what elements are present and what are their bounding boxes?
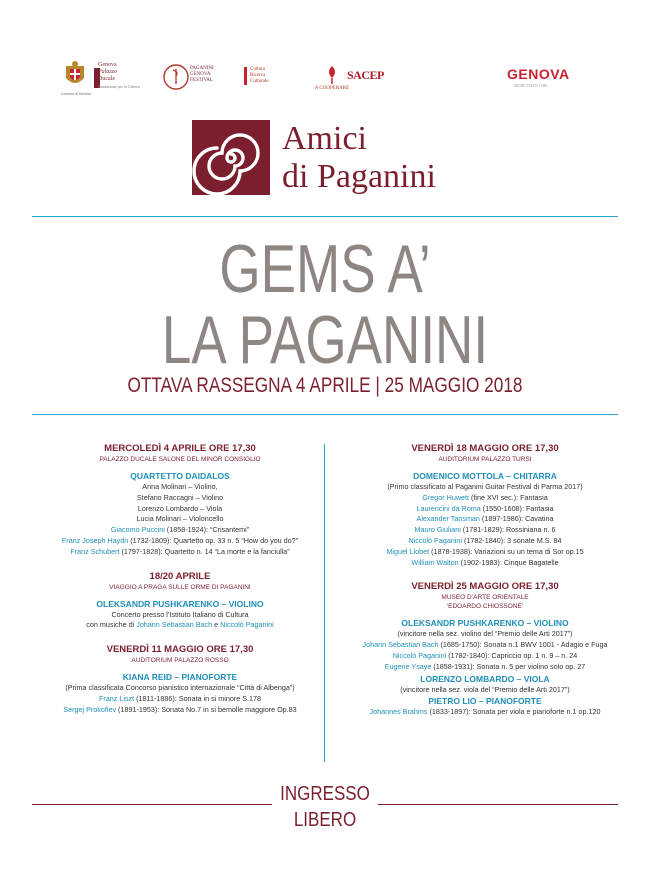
composer: Miguel Llobet [386,546,430,556]
left-column [40,442,320,716]
piece: (1811-1886): Sonata in si minore S.178 [134,693,262,703]
composer: Giacomo Puccini [110,525,165,535]
composer: William Walton [411,557,459,567]
title-line1: GEMS A’ [219,231,431,307]
title-line2: LA PAGANINI [161,302,489,378]
right-column [345,442,625,718]
event-venue: VIAGGIO A PRAGA SULLE ORME DI PAGANINI [109,583,251,591]
spiral-icon [192,120,270,195]
program-line: Stefano Raccagni – Violino [136,492,224,502]
event-venue: MUSEO D’ARTE ORIENTALE [441,594,529,602]
event-venue: PALAZZO DUCALE SALONE DEL MINOR CONSIGLIO [99,456,261,463]
paganini-festival-text: PAGANINI GENOVA FESTIVAL [190,66,214,83]
palazzo-ducale-text: Genova Palazzo Ducale Fondazione per la Cultura [98,62,140,89]
program-line [345,536,625,547]
piece: (1781-1829): Rossiniana n. 6 [460,525,556,535]
divider-mid [32,414,618,415]
composer: Gregor Huwett [422,492,470,502]
piece: (1833-1897): Sonata per viola e pianoforte n.1 op.120 [427,707,601,717]
composer: Johannes Brahms [369,707,428,717]
program-line: Concerto presso l’Istituto Italiano di Cultura [111,609,249,619]
composer: Franz Schubert [70,546,120,556]
program-line [345,504,625,515]
composer: Eugene Ysaye [384,661,432,671]
footer-line2: LIBERO [293,809,357,831]
piece: (1891-1953): Sonata No.7 in si bemolle maggiore Op.83 [116,704,297,714]
piece: (1732-1809): Quartetto op. 33 n. 5 “How do you do?” [128,535,299,545]
program-line [345,558,625,569]
coop-text: A COOPERARE [314,86,350,91]
cultura-text: Cultura Ricerca Culturale [250,67,269,84]
subtitle: OTTAVA RASSEGNA 4 APRILE | 25 MAGGIO 2018 [127,374,523,397]
piece: (1685-1750): Sonata n.1 BWV 1001 - Adagio e Fuga [438,640,608,650]
composer: Franz Joseph Haydn [61,535,129,545]
program-line [345,662,625,673]
event-performer: OLEKSANDR PUSHKARENKO – VIOLINO [401,618,569,629]
composer: Niccolò Paganini [220,620,274,630]
program-line [345,640,625,651]
event-performer: QUARTETTO DAIDALOS [130,471,230,481]
comune-caption: Comune di Genova [60,92,92,96]
program-line: Anna Molinari – Violino, [142,482,218,491]
event-date: VENERDÌ 25 MAGGIO ORE 17,30 [411,581,559,593]
composer: Niccolò Paganini [392,650,447,660]
coop-logo [322,64,342,86]
paganini-festival-logo [163,62,189,92]
program-line [40,620,320,631]
program-line [345,493,625,504]
program-line [345,707,625,718]
composer: Niccolò Paganini [408,535,463,545]
program-line [345,514,625,525]
event-performer: DOMENICO MOTTOLA – CHITARRA [413,471,557,481]
sacep-logo: SACEP [347,68,384,82]
logo-line1: Amici [282,120,367,157]
program-line: (Primo classificato al Paganini Guitar Festival di Parma 2017) [387,482,583,491]
text: e [212,620,221,630]
composer: Franz Liszt [98,693,135,703]
divider-top [32,216,618,217]
piece: (1782-1840): Capriccio op. 1 n. 9 – n. 24 [446,650,578,660]
logo-line2: di Paganini [282,158,436,195]
genova-tagline: MORE THAN THIS [514,83,548,88]
piece: (1550-1608): Fantasia [480,503,554,513]
piece: (1878-1938): Variazioni su un tema di Sor op.15 [429,546,584,556]
footer-line1: INGRESSO [280,783,370,805]
column-divider [324,444,325,762]
program-line: Lucia Molinari – Violoncello [136,514,224,524]
text: con musiche di [86,620,137,630]
amici-logo-mark [192,120,270,195]
event-venue-2: ‘EDOARDO CHIOSSONE’ [446,603,524,611]
event-venue: AUDITORIUM PALAZZO ROSSO [131,657,229,665]
genova-logo: GENOVA [507,66,570,82]
piece: (1782-1840): 3 sonate M.S. 84 [462,535,562,545]
piece: (1897-1986): Cavatina [479,514,554,524]
program-line [345,525,625,536]
event-performer: KIANA REID – PIANOFORTE [122,672,238,683]
cultura-mark [244,67,247,85]
event-date: VENERDÌ 18 MAGGIO ORE 17,30 [411,443,559,454]
composer: Sergej Prokofiev [63,704,117,714]
program-line: Lorenzo Lombardo – Viola [137,503,223,513]
event-venue: AUDITORIUM PALAZZO TURSI [438,456,532,463]
composer: Alexander Tansman [416,514,480,524]
piece: (1797-1828): Quartetto n. 14 “La morte e la fanciulla” [119,546,290,556]
program-line: (vincitore nella sez. viola del “Premio delle Arti 2017”) [400,684,570,694]
composer: Johann Sebastian Bach [362,640,439,650]
program-line [40,547,320,558]
event-performer: OLEKSANDR PUSHKARENKO – VIOLINO [96,598,264,609]
program-line [345,547,625,558]
composer: Laurencini da Roma [416,503,481,513]
program-line [345,651,625,662]
comune-genova-crest [62,60,88,90]
composer: Mauro Giuliani [414,525,461,535]
program-line [40,694,320,705]
event-date: 18/20 APRILE [149,570,211,582]
program-line [40,705,320,716]
piece: (1858-1924): “Crisantemi” [164,525,250,535]
composer: Johann Sebastian Bach [136,620,213,630]
event-date: VENERDÌ 11 MAGGIO ORE 17,30 [106,644,254,656]
program-line: (vincitore nella sez. violino del “Premio delle Arti 2017”) [397,629,573,639]
event-performer-3: PIETRO LIO – PIANOFORTE [428,696,542,707]
piece: (fine XVI sec.): Fantasia [469,492,548,502]
event-date: MERCOLEDÌ 4 APRILE ORE 17,30 [104,443,256,454]
program-line [40,525,320,536]
event-performer-2: LORENZO LOMBARDO – VIOLA [420,673,550,684]
piece: (1858-1931): Sonata n. 5 per violino solo op. 27 [431,661,586,671]
piece: (1902-1983): Cinque Bagatelle [458,557,559,567]
program-line [40,536,320,547]
program-line: (Prima classificata Concorso pianistico internazionale “Città di Albenga”) [65,683,295,693]
